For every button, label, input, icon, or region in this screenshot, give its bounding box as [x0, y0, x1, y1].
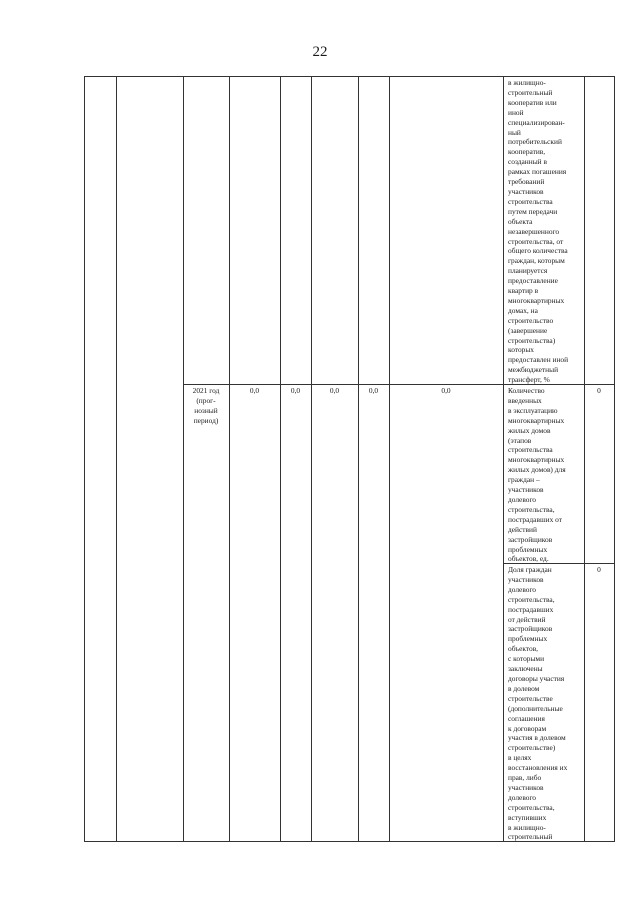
- table: [84, 76, 615, 842]
- value-cell: 0,0: [441, 386, 451, 395]
- column-border: [358, 77, 359, 841]
- column-border: [280, 77, 281, 841]
- indicator-text-continued: в жилищно- строительный кооператив или иной специализирован- ный потребительский кооператив, созданный в рамках погашения требований участников строительства путем передачи объекта незавершенного строительства, от общего количества граждан, которым планируется предоставление квартир в многоквартирных домах, на строительство (завершение строительства) которых предоставлен иной межбюджетный трансферт, %: [508, 78, 569, 385]
- column-border: [84, 77, 85, 841]
- page-number: 22: [312, 44, 328, 60]
- indicator-text: Доля граждан участников долевого строительства, пострадавших от действий застройщиков проблемных объектов, с которыми заключены договоры участия в долевом строительстве (дополнительные соглашения к договорам участия в долевом строительстве) в целях восстановления их прав, либо участников долевого строительства, вступивших в жилищно- строительный: [508, 565, 568, 842]
- value-cell: 0,0: [249, 386, 260, 395]
- indicator-text: Количество введенных в эксплуатацию многоквартирных жилых домов (этапов строительства многоквартирных жилых домов) для граждан – участников долевого строительства, пострадавших от действий застройщиков проблемных объектов, ед.: [508, 386, 566, 564]
- column-border: [183, 77, 184, 841]
- column-border: [229, 77, 230, 841]
- indicator-value: 0: [597, 386, 601, 395]
- value-cell: 0,0: [329, 386, 340, 395]
- value-cell: 0,0: [368, 386, 379, 395]
- indicator-value: 0: [597, 565, 601, 574]
- year-cell: 2021 год (прог- нозный период): [192, 386, 220, 425]
- column-border: [116, 77, 117, 841]
- column-border: [389, 77, 390, 841]
- value-cell: 0,0: [290, 386, 301, 395]
- column-border: [503, 77, 504, 841]
- column-border: [311, 77, 312, 841]
- column-border: [584, 77, 585, 841]
- column-border: [614, 77, 615, 841]
